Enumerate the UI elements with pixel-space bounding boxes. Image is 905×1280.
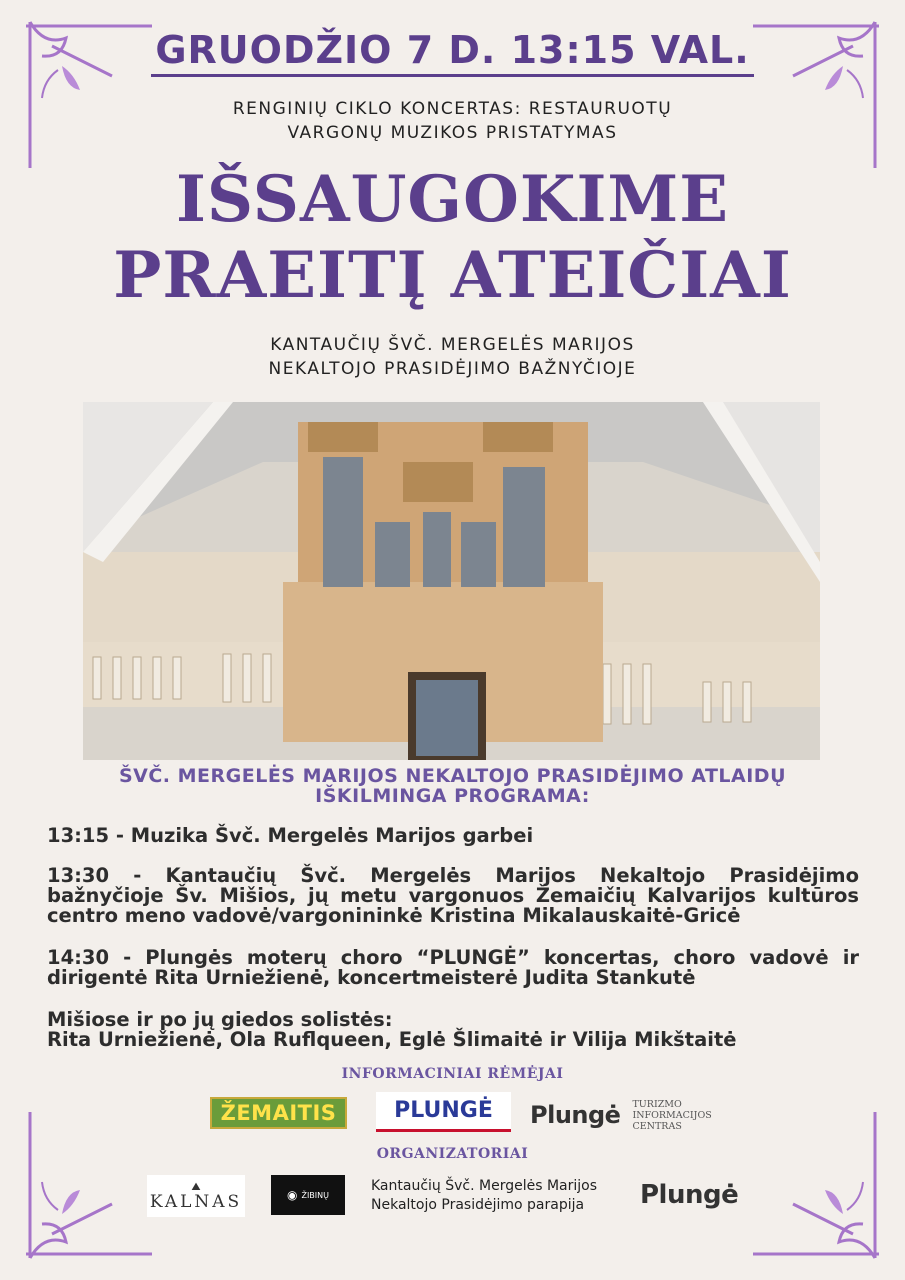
plunge-municipality-logo — [640, 1177, 740, 1213]
venue-line-1: KANTAUČIŲ ŠVČ. MERGELĖS MARIJOS — [270, 335, 635, 355]
tic-line-1: TURIZMO — [632, 1098, 682, 1110]
tic-line-2: INFORMACIJOS — [632, 1109, 712, 1121]
venue-line-2: NEKALTOJO PRASIDĖJIMO BAŽNYČIOJE — [268, 359, 637, 379]
plunge-tic-logo-word: Plungė — [530, 1101, 621, 1129]
plunge-newspaper-logo — [376, 1092, 511, 1132]
subtitle-line-2: VARGONŲ MUZIKOS PRISTATYMAS — [287, 123, 618, 143]
info-sponsors-label: INFORMACINIAI RĖMĖJAI — [341, 1066, 564, 1082]
title-line-2: PRAEITĮ ATEIČIAI — [113, 238, 792, 313]
program-heading-line-1: ŠVČ. MERGELĖS MARIJOS NEKALTOJO PRASIDĖJIMO ATLAIDŲ — [118, 765, 787, 787]
organizers-label: ORGANIZATORIAI — [376, 1146, 529, 1162]
tic-line-3: CENTRAS — [632, 1120, 682, 1132]
plunge-tic-logo — [530, 1097, 712, 1133]
event-venue — [0, 333, 905, 381]
corner-ornament-bottom-right — [743, 1092, 883, 1262]
soloists-line-2: Rita Urniežienė, Ola Ruflqueen, Eglė Šlimaitė ir Vilija Mikštaitė — [47, 1028, 737, 1051]
event-date — [0, 28, 905, 72]
plunge-municipality-logo-text: Plungė — [640, 1180, 739, 1210]
parish-line-1: Kantaučių Švč. Mergelės Marijos — [371, 1178, 598, 1194]
zemaitis-logo-text: ŽEMAITIS — [220, 1101, 337, 1125]
mountain-icon: ⛰ — [191, 1179, 201, 1193]
soloists — [47, 1010, 859, 1050]
zemaitis-logo — [210, 1097, 347, 1129]
event-title — [0, 162, 905, 314]
zibinu-logo — [271, 1175, 345, 1215]
plunge-tic-logo-caption — [632, 1099, 711, 1132]
schedule-item: 14:30 - Plungės moterų choro “PLUNGĖ” koncertas, choro vadovė ir dirigentė Rita Urniežienė, koncertmeisterė Judita Stankutė — [47, 946, 859, 989]
event-subtitle — [0, 97, 905, 145]
soloists-line-1: Mišiose ir po jų giedos solistės: — [47, 1008, 393, 1031]
eye-icon: ◉ — [286, 1188, 298, 1202]
zibinu-logo-text: ŽIBINŲ — [301, 1190, 329, 1200]
program-heading-line-2: IŠKILMINGA PROGRAMA: — [315, 785, 590, 807]
schedule-item: 13:30 - Kantaučių Švč. Mergelės Marijos Nekaltojo Prasidėjimo bažnyčioje Šv. Mišios, jų metu vargonuos Žemaičių Kalvarijos kultūros centro meno vadovė/vargonininkė Kristina Mikalauskaitė-Gricė — [47, 864, 859, 927]
parish-line-2: Nekaltojo Prasidėjimo parapija — [371, 1197, 585, 1213]
plunge-newspaper-logo-text: PLUNGĖ — [394, 1098, 493, 1123]
title-line-1: IŠSAUGOKIME — [175, 162, 730, 237]
subtitle-line-1: RENGINIŲ CIKLO KONCERTAS: RESTAURUOTŲ — [232, 99, 673, 119]
kalnas-logo-text: KALNAS — [149, 1191, 243, 1212]
event-date-text: GRUODŽIO 7 D. 13:15 VAL. — [151, 28, 753, 77]
parish-organizer — [371, 1177, 597, 1215]
program-schedule — [47, 826, 859, 1050]
schedule-item: 13:15 - Muzika Švč. Mergelės Marijos garbei — [47, 824, 534, 847]
kalnas-logo — [147, 1175, 245, 1217]
program-heading — [0, 766, 905, 806]
church-organ-photo — [83, 402, 820, 760]
corner-ornament-bottom-left — [22, 1092, 162, 1262]
